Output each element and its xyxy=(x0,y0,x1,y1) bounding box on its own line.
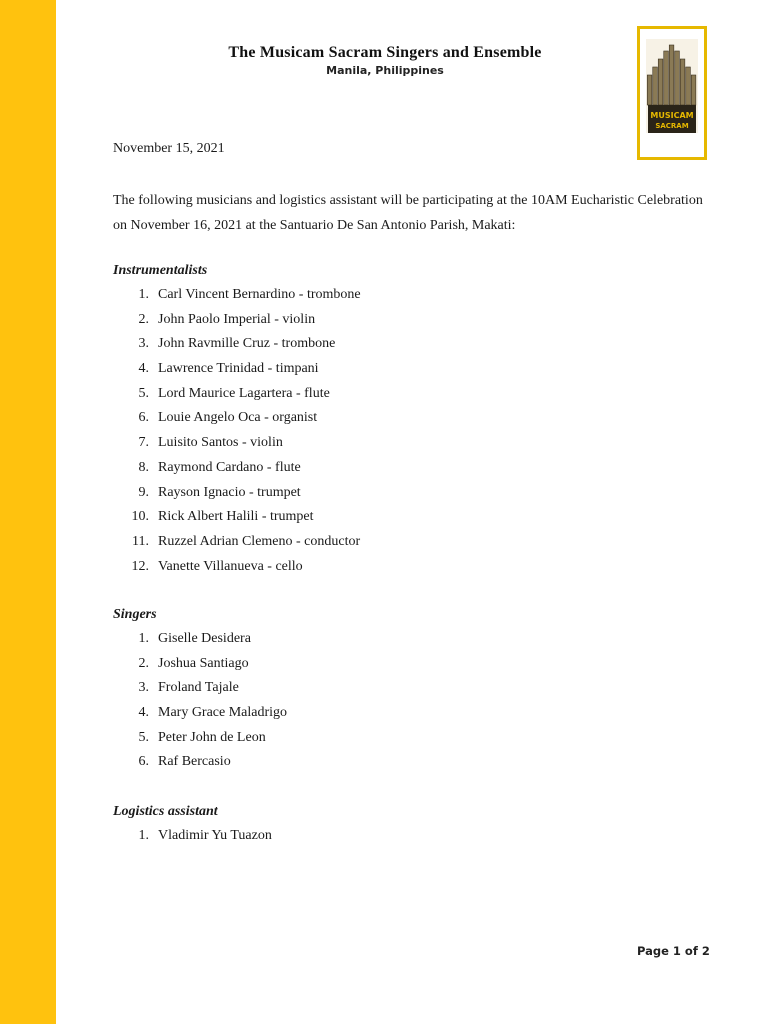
list-item-text: Raymond Cardano - flute xyxy=(158,459,301,475)
list-item xyxy=(113,332,361,357)
logo-text-line1: MUSICAM xyxy=(650,111,694,120)
letterhead xyxy=(56,44,714,77)
organization-location: Manila, Philippines xyxy=(326,64,444,77)
list-item-text: Lord Maurice Lagartera - flute xyxy=(158,385,330,401)
list-item-number: 6. xyxy=(138,410,149,426)
list-item-text: John Ravmille Cruz - trombone xyxy=(158,336,336,352)
organ-pipe xyxy=(680,59,685,105)
list-item xyxy=(113,357,361,382)
logo-text-line2: SACRAM xyxy=(655,122,689,130)
list-item xyxy=(113,701,287,726)
section-heading: Logistics assistant xyxy=(113,804,218,819)
section-heading: Instrumentalists xyxy=(113,263,208,278)
organ-pipe xyxy=(686,67,691,105)
list-item-number: 3. xyxy=(138,680,149,696)
list-item xyxy=(113,676,287,701)
list-item-text: Peter John de Leon xyxy=(158,729,266,745)
list-item-text: Rayson Ignacio - trumpet xyxy=(158,484,301,500)
organ-pipe xyxy=(675,51,680,105)
list-item-number: 4. xyxy=(138,705,149,721)
singers-list xyxy=(113,627,287,775)
list-item xyxy=(113,308,361,333)
list-item-text: Ruzzel Adrian Clemeno - conductor xyxy=(158,533,361,549)
page-number: Page 1 of 2 xyxy=(637,944,710,958)
instrumentalists-section xyxy=(113,258,361,579)
list-item xyxy=(113,824,272,849)
list-item-number: 11. xyxy=(132,533,149,549)
instrumentalists-list xyxy=(113,283,361,579)
section-heading: Singers xyxy=(113,607,157,622)
list-item xyxy=(113,406,361,431)
organ-pipe xyxy=(658,59,663,105)
list-item-number: 10. xyxy=(131,509,149,525)
list-item-number: 5. xyxy=(138,729,149,745)
list-item-number: 8. xyxy=(138,459,149,475)
list-item xyxy=(113,726,287,751)
list-item-number: 3. xyxy=(138,336,149,352)
organ-pipe xyxy=(691,75,696,105)
list-item-text: Vanette Villanueva - cello xyxy=(158,558,303,574)
organization-title: The Musicam Sacram Singers and Ensemble xyxy=(228,44,542,61)
list-item-number: 2. xyxy=(138,311,149,327)
list-item-text: Luisito Santos - violin xyxy=(158,435,283,451)
list-item-number: 4. xyxy=(138,361,149,377)
list-item-text: Lawrence Trinidad - timpani xyxy=(158,361,319,377)
logistics-list xyxy=(113,824,272,849)
letter-intro: The following musicians and logistics assistant will be participating at the 10AM Eucharistic Celebration on November 16, 2021 at the Santuario De San Antonio Parish, Makati: xyxy=(113,193,703,233)
list-item-number: 1. xyxy=(138,631,149,646)
list-item xyxy=(113,382,361,407)
organ-pipe xyxy=(653,67,658,105)
list-item-number: 6. xyxy=(138,754,149,770)
list-item-text: Raf Bercasio xyxy=(158,754,231,770)
letter-date: November 15, 2021 xyxy=(113,141,225,156)
list-item-number: 2. xyxy=(138,655,149,671)
list-item-text: Louie Angelo Oca - organist xyxy=(158,410,318,426)
list-item xyxy=(113,431,361,456)
list-item xyxy=(113,530,361,555)
list-item xyxy=(113,750,287,775)
organ-pipe xyxy=(647,75,652,105)
list-item-text: Giselle Desidera xyxy=(158,631,251,646)
pipe-organ-icon xyxy=(640,29,704,157)
list-item-number: 9. xyxy=(138,484,149,500)
organ-pipe xyxy=(664,51,669,105)
list-item xyxy=(113,283,361,308)
list-item-text: Froland Tajale xyxy=(158,680,239,696)
list-item xyxy=(113,481,361,506)
list-item-text: Mary Grace Maladrigo xyxy=(158,705,288,721)
list-item xyxy=(113,627,287,652)
list-item-number: 1. xyxy=(138,828,149,843)
left-color-bar xyxy=(0,0,56,1024)
list-item-number: 1. xyxy=(138,287,149,302)
list-item xyxy=(113,555,361,580)
list-item-number: 12. xyxy=(131,558,149,574)
list-item-text: Joshua Santiago xyxy=(158,655,249,671)
list-item-text: John Paolo Imperial - violin xyxy=(158,311,316,327)
list-item-number: 5. xyxy=(138,385,149,401)
list-item-text: Rick Albert Halili - trumpet xyxy=(158,509,314,525)
list-item xyxy=(113,652,287,677)
list-item-text: Carl Vincent Bernardino - trombone xyxy=(158,287,361,302)
organ-pipe xyxy=(669,45,674,105)
list-item xyxy=(113,505,361,530)
logistics-section xyxy=(113,799,272,849)
list-item-text: Vladimir Yu Tuazon xyxy=(158,828,272,843)
list-item xyxy=(113,456,361,481)
list-item-number: 7. xyxy=(138,435,149,451)
singers-section xyxy=(113,602,287,775)
musicam-sacram-logo xyxy=(637,26,707,160)
